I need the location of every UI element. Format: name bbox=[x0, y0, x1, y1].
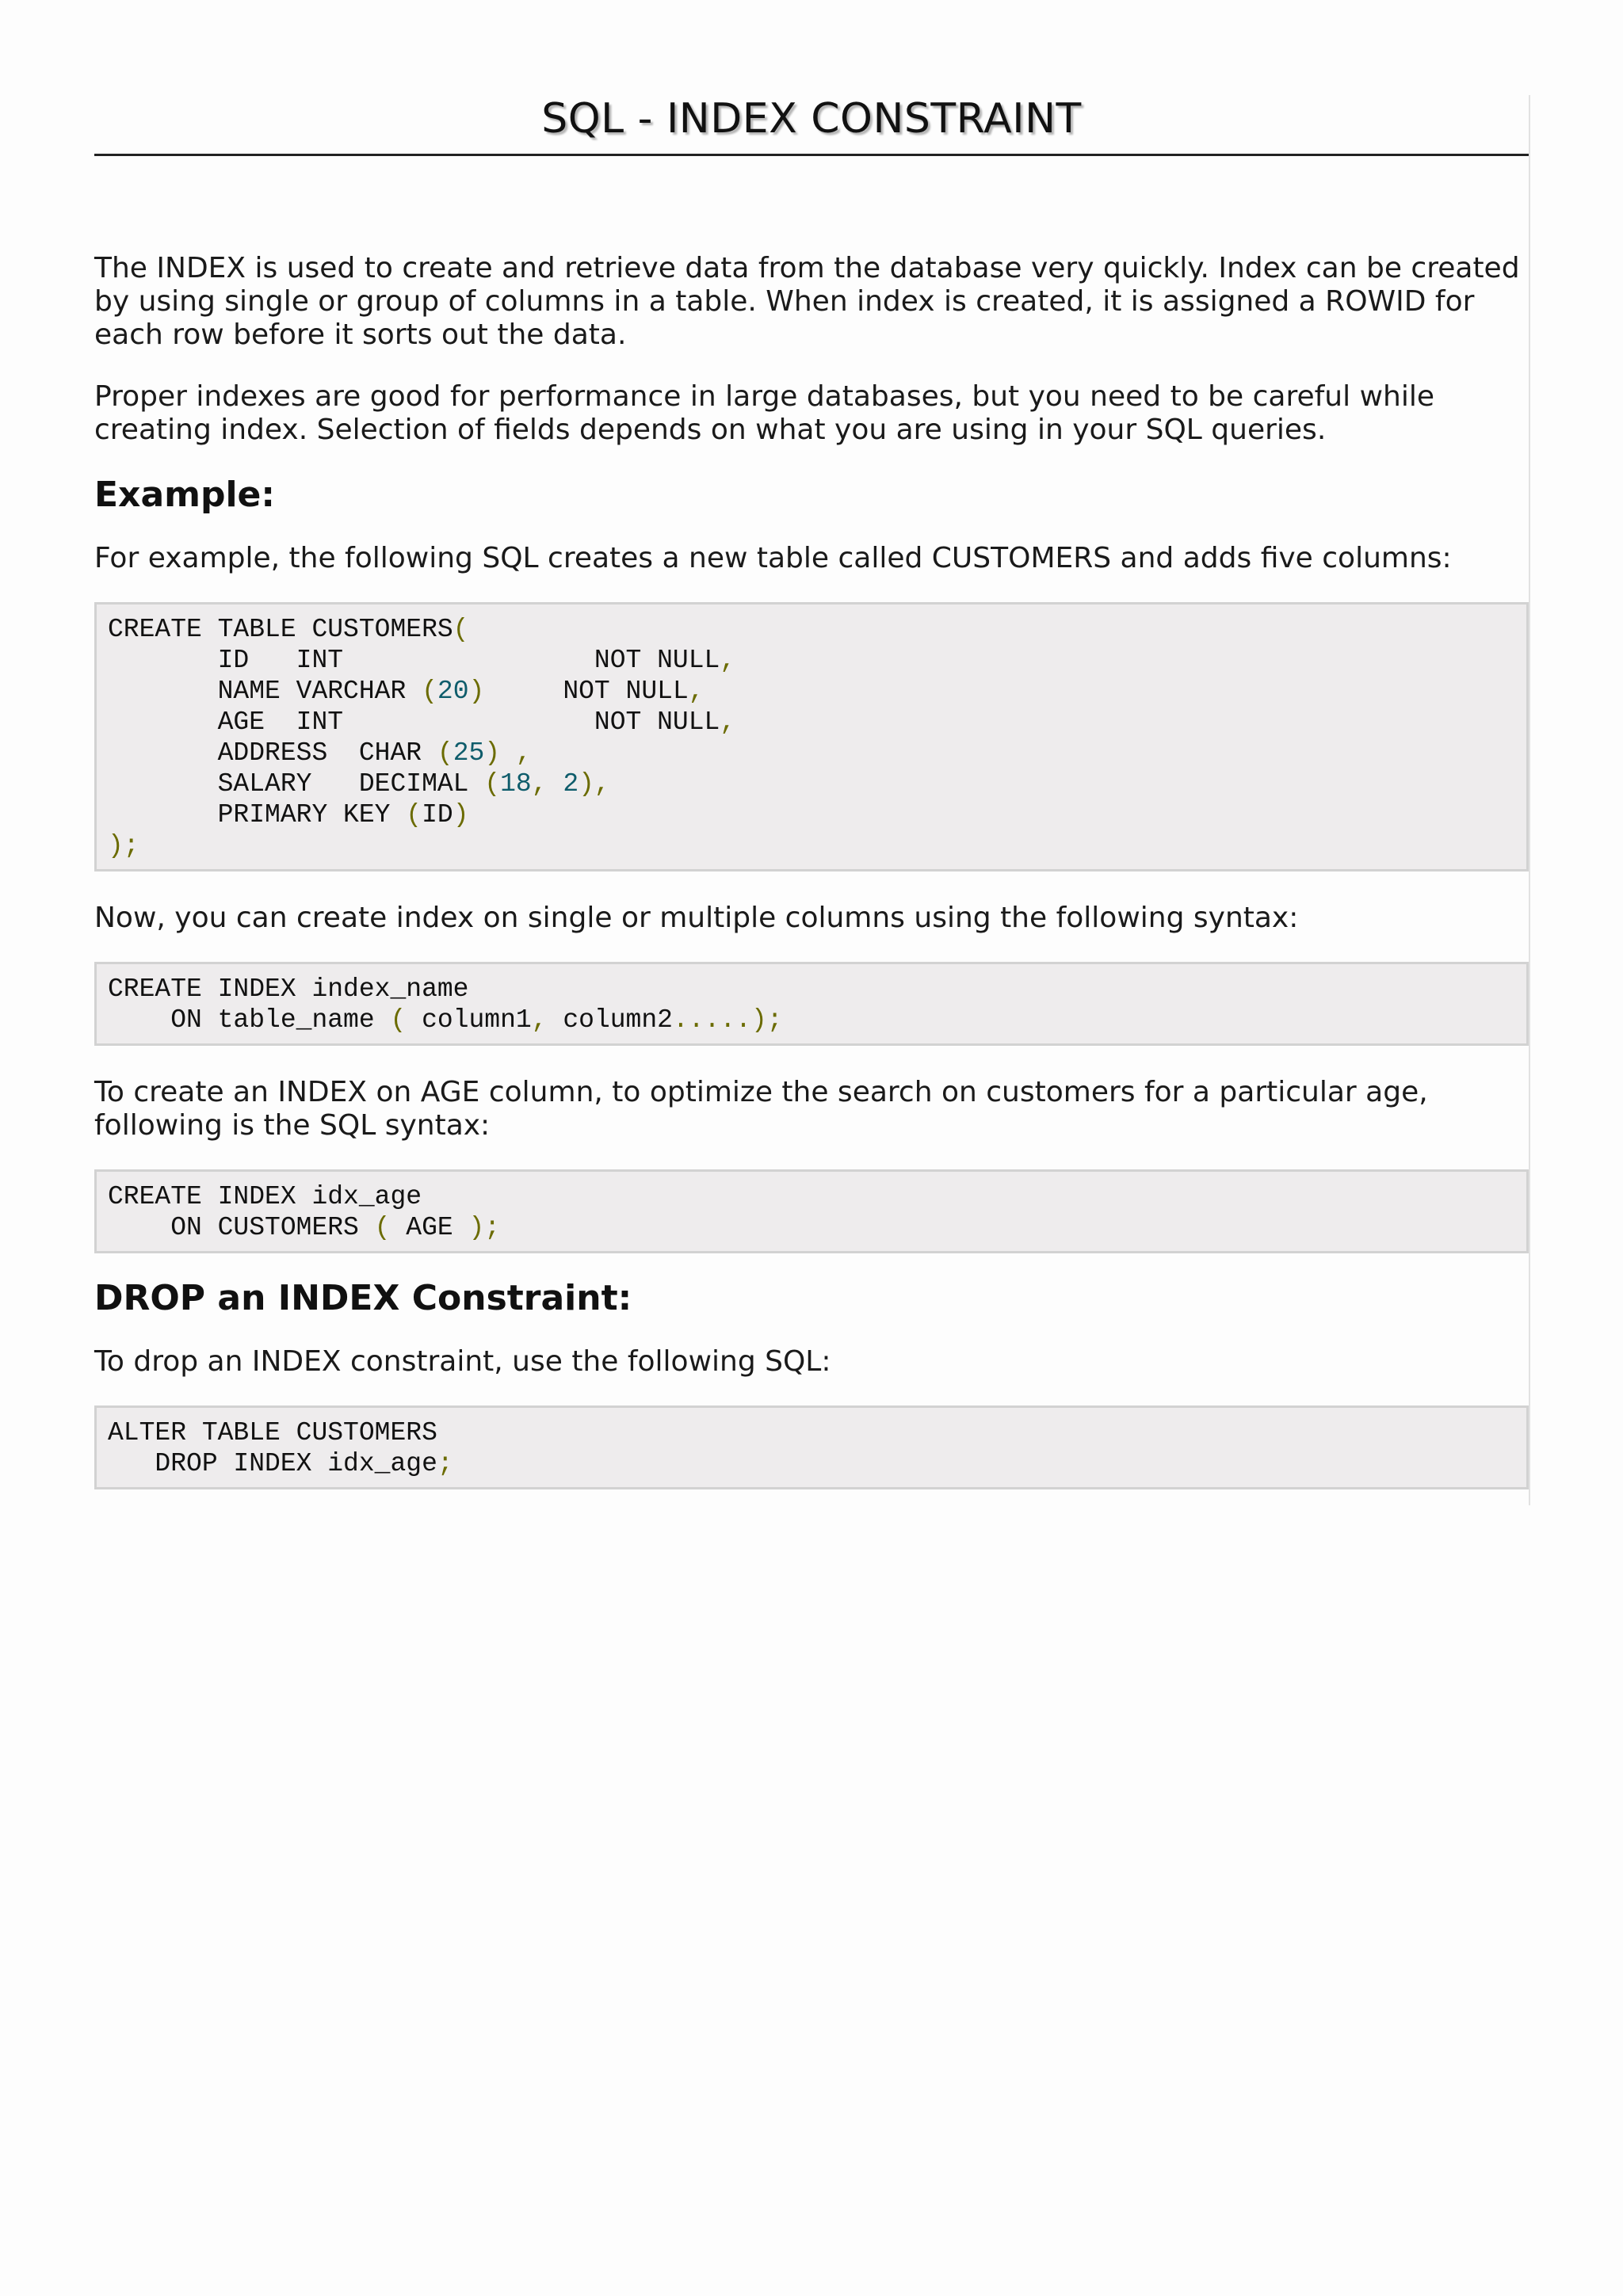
code-token: ( bbox=[406, 800, 422, 830]
code-token: ) , bbox=[484, 738, 532, 768]
code-token: AGE INT bbox=[108, 707, 594, 737]
document-body bbox=[94, 252, 1529, 1520]
code-token: , bbox=[720, 707, 736, 737]
code-line bbox=[108, 1212, 1515, 1243]
code-token: AGE bbox=[390, 1213, 469, 1242]
code-token: column2 bbox=[547, 1005, 673, 1035]
code-token: PRIMARY KEY bbox=[108, 800, 407, 830]
code-token: , bbox=[720, 646, 736, 675]
code-line bbox=[108, 1181, 1515, 1212]
code-token: NOT NULL bbox=[594, 707, 720, 737]
code-token: ON CUSTOMERS bbox=[108, 1213, 375, 1242]
code-token: 20 bbox=[437, 677, 469, 706]
age-index-code-block bbox=[94, 1169, 1529, 1253]
code-token: ); bbox=[468, 1213, 501, 1242]
code-line bbox=[108, 974, 1515, 1005]
code-token: NOT NULL bbox=[594, 646, 720, 675]
code-line bbox=[108, 614, 1515, 645]
code-token: CREATE INDEX idx_age bbox=[108, 1182, 422, 1211]
code-token: ); bbox=[108, 831, 139, 860]
code-token: ( bbox=[453, 615, 469, 644]
page-title: SQL - INDEX CONSTRAINT bbox=[541, 95, 1082, 143]
code-token: , bbox=[531, 1005, 548, 1035]
code-token: ; bbox=[437, 1449, 453, 1478]
code-token: ON table_name bbox=[108, 1005, 391, 1035]
code-line bbox=[108, 1417, 1515, 1448]
code-token: ) bbox=[468, 677, 485, 706]
code-token: NAME VARCHAR bbox=[108, 677, 422, 706]
code-line bbox=[108, 799, 1515, 830]
code-token: .....); bbox=[672, 1005, 783, 1035]
create-index-syntax-code-block bbox=[94, 962, 1529, 1046]
code-line bbox=[108, 1448, 1515, 1479]
code-token: , bbox=[688, 677, 705, 706]
code-line bbox=[108, 738, 1515, 769]
drop-intro-paragraph: To drop an INDEX constraint, use the following SQL: bbox=[94, 1345, 831, 1378]
code-line bbox=[108, 1005, 1515, 1035]
code-token: ( bbox=[422, 677, 437, 706]
code-token: ( bbox=[437, 738, 453, 768]
code-token: SALARY DECIMAL bbox=[108, 769, 485, 799]
code-token: NOT NULL bbox=[484, 677, 689, 706]
code-line bbox=[108, 769, 1515, 799]
code-token: ADDRESS CHAR bbox=[108, 738, 437, 768]
code-token: ID bbox=[422, 800, 453, 830]
code-token: , bbox=[531, 769, 563, 799]
code-token: 25 bbox=[453, 738, 485, 768]
code-line bbox=[108, 645, 1515, 676]
page-right-border bbox=[1529, 95, 1530, 1505]
drop-index-code-block bbox=[94, 1405, 1529, 1489]
code-line bbox=[108, 676, 1515, 707]
intro-paragraph-1: The INDEX is used to create and retrieve data from the database very quickly. Index can be created by using single or group of columns in a table. When index is created, it is assigned a ROWID for each row before it sorts out the data. bbox=[94, 252, 1520, 351]
code-token: ( bbox=[484, 769, 501, 799]
code-token: ID INT bbox=[108, 646, 594, 675]
intro-paragraph-2: Proper indexes are good for performance in large databases, but you need to be careful while creating index. Selection of fields depends on what you are using in your SQL queries. bbox=[94, 380, 1434, 446]
code-token: ) bbox=[453, 800, 469, 830]
example-intro-paragraph: For example, the following SQL creates a new table called CUSTOMERS and adds five columns: bbox=[94, 542, 1452, 574]
index-syntax-paragraph: Now, you can create index on single or multiple columns using the following syntax: bbox=[94, 902, 1299, 934]
age-index-paragraph: To create an INDEX on AGE column, to optimize the search on customers for a particular age, following is the SQL syntax: bbox=[94, 1076, 1428, 1142]
code-token: ( bbox=[390, 1005, 407, 1035]
code-token: ALTER TABLE CUSTOMERS bbox=[108, 1418, 437, 1447]
code-line bbox=[108, 707, 1515, 738]
code-token: column1 bbox=[406, 1005, 532, 1035]
title-divider bbox=[94, 154, 1529, 156]
drop-index-heading: DROP an INDEX Constraint: bbox=[94, 1278, 632, 1318]
create-table-code-block bbox=[94, 602, 1529, 871]
code-token: DROP INDEX idx_age bbox=[108, 1449, 437, 1478]
example-heading: Example: bbox=[94, 475, 275, 515]
code-line bbox=[108, 830, 1515, 861]
code-token: 2 bbox=[563, 769, 579, 799]
code-token: ), bbox=[579, 769, 610, 799]
code-token: CREATE INDEX index_name bbox=[108, 974, 469, 1004]
code-token: CREATE TABLE CUSTOMERS bbox=[108, 615, 453, 644]
code-token: ( bbox=[374, 1213, 391, 1242]
code-token: 18 bbox=[500, 769, 532, 799]
